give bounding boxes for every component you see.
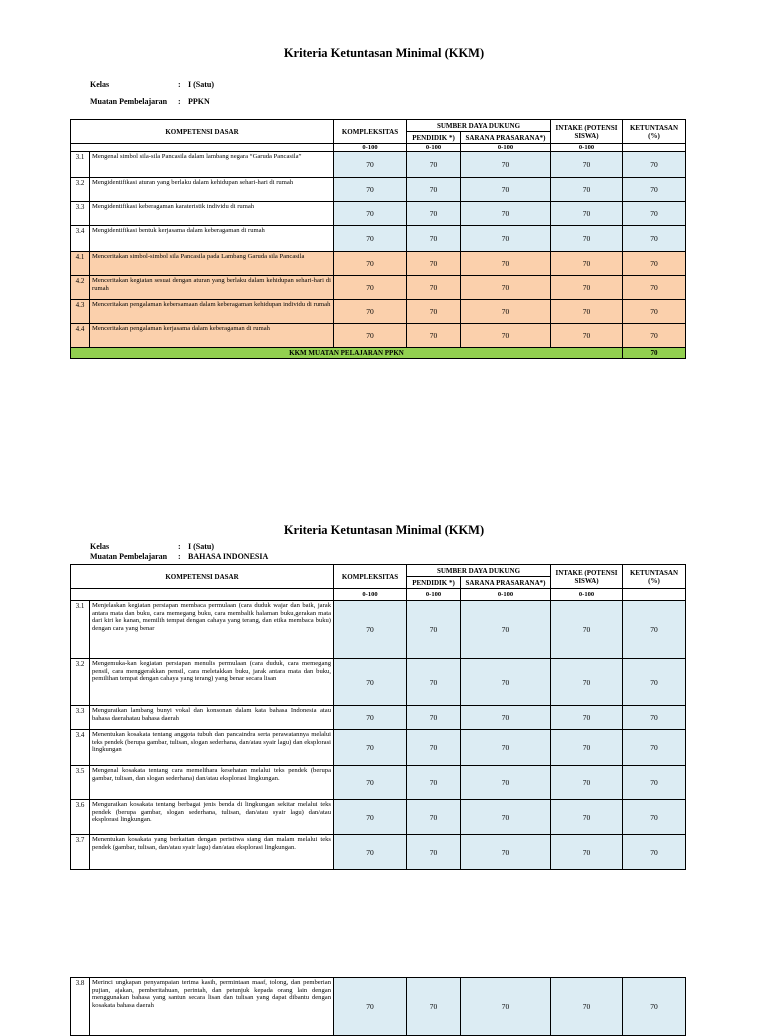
- kd-number: 4.4: [71, 324, 90, 348]
- value-pendidik: 70: [407, 706, 461, 730]
- kkm-table-ppkn: [70, 119, 686, 359]
- kd-number: 3.3: [71, 706, 90, 730]
- header-sumber-daya-dukung: SUMBER DAYA DUKUNG: [407, 565, 551, 577]
- value-ketuntasan: 70: [623, 659, 686, 706]
- kd-text: Mengidentifikasi bentuk kerjasama dalam keberagaman di rumah: [90, 226, 334, 252]
- value-pendidik: 70: [407, 601, 461, 659]
- value-sarana: 70: [461, 152, 551, 178]
- value-intake: 70: [551, 324, 623, 348]
- value-ketuntasan: 70: [623, 178, 686, 202]
- value-pendidik: 70: [407, 178, 461, 202]
- value-intake: 70: [551, 276, 623, 300]
- table-row: [71, 276, 686, 300]
- kelas-value: I (Satu): [188, 80, 215, 89]
- range-empty: [71, 144, 334, 152]
- table-row: [71, 706, 686, 730]
- value-pendidik: 70: [407, 835, 461, 870]
- kd-text: Menjelaskan kegiatan persiapan membaca permulaan (cara duduk wajar dan baik, jarak antara mata dan buku, cara memegang buku, cara membalik halaman buku,gerakan mata dari kiri ke kanan, memilih tempat dengan cahaya yang terang, dan etika membaca buku) dengan cara yang benar: [90, 601, 334, 659]
- value-kompleksitas: 70: [334, 152, 407, 178]
- value-sarana: 70: [461, 835, 551, 870]
- header-ketuntasan: KETUNTASAN (%): [623, 565, 686, 589]
- table-row: [71, 300, 686, 324]
- value-kompleksitas: 70: [334, 730, 407, 766]
- muatan-value: PPKN: [188, 97, 210, 106]
- kkm-summary-label: KKM MUATAN PELAJARAN PPKN: [71, 348, 623, 359]
- kd-number: 3.3: [71, 202, 90, 226]
- kd-text: Menceritakan kegiatan sesuai dengan aturan yang berlaku dalam kehidupan sehari-hari di rumah: [90, 276, 334, 300]
- kd-text: Menceritakan pengalaman kebersamaan dalam keberagaman kehidupan individu di rumah: [90, 300, 334, 324]
- value-ketuntasan: 70: [623, 706, 686, 730]
- kd-text: Mengemuka-kan kegiatan persiapan menulis permulaan (cara duduk, cara memegang pensil, cara menggerakkan pensil, cara meletakkan buku, jarak antara mata dan buku, pemilihan tempat dengan cahaya yang terang) yang benar secara lisan: [90, 659, 334, 706]
- kd-text: Mengenal simbol sila-sila Pancasila dalam lambang negara “Garuda Pancasila”: [90, 152, 334, 178]
- value-intake: 70: [551, 800, 623, 835]
- kd-text: Menceritakan simbol-simbol sila Pancasila pada Lambang Garuda sila Pancasila: [90, 252, 334, 276]
- value-sarana: 70: [461, 766, 551, 800]
- kelas-label: Kelas: [90, 80, 110, 89]
- header-intake: INTAKE (POTENSI SISWA): [551, 120, 623, 144]
- value-intake: 70: [551, 659, 623, 706]
- kd-number: 4.3: [71, 300, 90, 324]
- kd-number: 3.6: [71, 800, 90, 835]
- kelas-row: Kelas : I (Satu): [90, 542, 215, 551]
- value-pendidik: 70: [407, 730, 461, 766]
- muatan-value: BAHASA INDONESIA: [188, 552, 269, 561]
- value-pendidik: 70: [407, 766, 461, 800]
- value-sarana: 70: [461, 226, 551, 252]
- kkm-title-ppkn: Kriteria Ketuntasan Minimal (KKM): [283, 46, 485, 60]
- value-ketuntasan: 70: [623, 300, 686, 324]
- header-kompetensi-dasar: KOMPETENSI DASAR: [71, 565, 334, 589]
- kd-number: 3.5: [71, 766, 90, 800]
- kd-number: 3.2: [71, 659, 90, 706]
- value-kompleksitas: 70: [334, 252, 407, 276]
- kkm-table-continuation: [70, 977, 686, 1036]
- value-sarana: 70: [461, 800, 551, 835]
- kd-text: Merinci ungkapan penyampaian terima kasih, permintaan maaf, tolong, dan pemberian pujian, ajakan, pemberitahuan, perintah, dan petunjuk kepada orang lain dengan menggunakan bahasa yang santun secara lisan dan tulisan yang dapat dibantu dengan kosakata bahasa daerah: [90, 978, 334, 1036]
- value-sarana: 70: [461, 730, 551, 766]
- kd-text: Menceritakan pengalaman kerjasama dalam keberagaman di rumah: [90, 324, 334, 348]
- header-sumber-daya-dukung: SUMBER DAYA DUKUNG: [407, 120, 551, 132]
- value-kompleksitas: 70: [334, 766, 407, 800]
- range-pendidik: 0-100: [407, 144, 461, 152]
- header-ketuntasan: KETUNTASAN (%): [623, 120, 686, 144]
- value-intake: 70: [551, 706, 623, 730]
- value-kompleksitas: 70: [334, 226, 407, 252]
- value-kompleksitas: 70: [334, 835, 407, 870]
- value-ketuntasan: 70: [623, 730, 686, 766]
- table-row: [71, 178, 686, 202]
- value-pendidik: 70: [407, 202, 461, 226]
- kd-text: Mengenal kosakata tentang cara memelihara kesehatan melalui teks pendek (berupa gambar, tulisan, dan slogan sederhana) dan/atau eksplorasi lingkungan.: [90, 766, 334, 800]
- table-row: [71, 978, 686, 1036]
- value-sarana: 70: [461, 706, 551, 730]
- value-ketuntasan: 70: [623, 226, 686, 252]
- range-ketuntasan: [623, 144, 686, 152]
- value-sarana: 70: [461, 659, 551, 706]
- value-intake: 70: [551, 766, 623, 800]
- range-sarana: 0-100: [461, 144, 551, 152]
- range-pendidik: 0-100: [407, 589, 461, 601]
- kd-number: 3.2: [71, 178, 90, 202]
- kd-number: 3.8: [71, 978, 90, 1036]
- value-intake: 70: [551, 152, 623, 178]
- range-intake: 0-100: [551, 589, 623, 601]
- muatan-row: Muatan Pembelajaran : BAHASA INDONESIA: [90, 552, 269, 561]
- value-intake: 70: [551, 730, 623, 766]
- range-ketuntasan: [623, 589, 686, 601]
- value-kompleksitas: 70: [334, 324, 407, 348]
- kd-text: Menentukan kosakata tentang anggota tubuh dan pancaindra serta perawatannya melalui teks pendek (berupa gambar, tulisan, slogan sederhana, dan/atau syair lagu) dan eksplorasi lingkungan: [90, 730, 334, 766]
- value-intake: 70: [551, 978, 623, 1036]
- value-ketuntasan: 70: [623, 835, 686, 870]
- value-ketuntasan: 70: [623, 202, 686, 226]
- table-row: [71, 202, 686, 226]
- kkm-title-bahasa-indonesia: Kriteria Ketuntasan Minimal (KKM): [283, 523, 485, 537]
- value-ketuntasan: 70: [623, 766, 686, 800]
- range-intake: 0-100: [551, 144, 623, 152]
- kkm-summary-value: 70: [623, 348, 686, 359]
- header-sarana: SARANA PRASARANA*): [461, 132, 551, 144]
- value-pendidik: 70: [407, 978, 461, 1036]
- value-intake: 70: [551, 601, 623, 659]
- muatan-row: Muatan Pembelajaran : PPKN: [90, 97, 210, 106]
- header-pendidik: PENDIDIK *): [407, 132, 461, 144]
- kd-number: 3.7: [71, 835, 90, 870]
- value-intake: 70: [551, 252, 623, 276]
- kd-number: 3.4: [71, 226, 90, 252]
- value-kompleksitas: 70: [334, 659, 407, 706]
- range-kompleksitas: 0-100: [334, 589, 407, 601]
- header-sarana: SARANA PRASARANA*): [461, 577, 551, 589]
- value-pendidik: 70: [407, 152, 461, 178]
- value-kompleksitas: 70: [334, 300, 407, 324]
- table-row: [71, 800, 686, 835]
- value-sarana: 70: [461, 601, 551, 659]
- value-intake: 70: [551, 226, 623, 252]
- value-sarana: 70: [461, 276, 551, 300]
- range-empty: [71, 589, 334, 601]
- value-kompleksitas: 70: [334, 178, 407, 202]
- value-pendidik: 70: [407, 324, 461, 348]
- table-row: [71, 152, 686, 178]
- value-sarana: 70: [461, 324, 551, 348]
- header-intake: INTAKE (POTENSI SISWA): [551, 565, 623, 589]
- table-row: [71, 766, 686, 800]
- value-sarana: 70: [461, 202, 551, 226]
- value-pendidik: 70: [407, 252, 461, 276]
- table-row: [71, 601, 686, 659]
- value-intake: 70: [551, 202, 623, 226]
- value-pendidik: 70: [407, 226, 461, 252]
- kd-number: 3.1: [71, 601, 90, 659]
- value-pendidik: 70: [407, 276, 461, 300]
- kd-text: Menguraikan kosakata tentang berbagai jenis benda di lingkungan sekitar melalui teks pendek (berupa gambar, slogan sederhana, tulisan, dan/atau syair lagu) dan/atau eksplorasi lingkungan.: [90, 800, 334, 835]
- value-sarana: 70: [461, 978, 551, 1036]
- value-intake: 70: [551, 835, 623, 870]
- kelas-label: Kelas: [90, 542, 110, 551]
- value-kompleksitas: 70: [334, 706, 407, 730]
- range-sarana: 0-100: [461, 589, 551, 601]
- value-kompleksitas: 70: [334, 276, 407, 300]
- kd-text: Menguraikan lambang bunyi vokal dan konsonan dalam kata bahasa Indonesia atau bahasa daerahatau bahasa daerah: [90, 706, 334, 730]
- header-kompleksitas: KOMPLEKSITAS: [334, 120, 407, 144]
- value-pendidik: 70: [407, 659, 461, 706]
- table-row: [71, 226, 686, 252]
- table-row: [71, 835, 686, 870]
- kelas-value: I (Satu): [188, 542, 215, 551]
- value-ketuntasan: 70: [623, 152, 686, 178]
- value-pendidik: 70: [407, 300, 461, 324]
- value-sarana: 70: [461, 252, 551, 276]
- value-ketuntasan: 70: [623, 978, 686, 1036]
- value-kompleksitas: 70: [334, 978, 407, 1036]
- value-intake: 70: [551, 300, 623, 324]
- kd-number: 4.2: [71, 276, 90, 300]
- muatan-label: Muatan Pembelajaran: [90, 552, 168, 561]
- kd-text: Menentukan kosakata yang berkaitan dengan peristiwa siang dan malam melalui teks pendek (gambar, tulisan, dan/atau syair lagu) dan/atau eksplorasi lingkungan.: [90, 835, 334, 870]
- table-row: [71, 252, 686, 276]
- value-ketuntasan: 70: [623, 601, 686, 659]
- value-kompleksitas: 70: [334, 202, 407, 226]
- kd-number: 3.4: [71, 730, 90, 766]
- range-kompleksitas: 0-100: [334, 144, 407, 152]
- value-pendidik: 70: [407, 800, 461, 835]
- table-row: [71, 324, 686, 348]
- muatan-label: Muatan Pembelajaran: [90, 97, 168, 106]
- kkm-table-bahasa-indonesia: [70, 564, 686, 870]
- value-ketuntasan: 70: [623, 276, 686, 300]
- kkm-summary-row: [71, 348, 686, 359]
- kd-text: Mengidentifikasi aturan yang berlaku dalam kehidupan sehari-hari di rumah: [90, 178, 334, 202]
- value-sarana: 70: [461, 178, 551, 202]
- value-ketuntasan: 70: [623, 324, 686, 348]
- header-kompetensi-dasar: KOMPETENSI DASAR: [71, 120, 334, 144]
- value-kompleksitas: 70: [334, 601, 407, 659]
- value-ketuntasan: 70: [623, 252, 686, 276]
- value-sarana: 70: [461, 300, 551, 324]
- kd-number: 3.1: [71, 152, 90, 178]
- table-row: [71, 730, 686, 766]
- header-kompleksitas: KOMPLEKSITAS: [334, 565, 407, 589]
- header-pendidik: PENDIDIK *): [407, 577, 461, 589]
- kelas-row: Kelas : I (Satu): [90, 80, 215, 89]
- value-intake: 70: [551, 178, 623, 202]
- value-kompleksitas: 70: [334, 800, 407, 835]
- kd-number: 4.1: [71, 252, 90, 276]
- table-row: [71, 659, 686, 706]
- value-ketuntasan: 70: [623, 800, 686, 835]
- kd-text: Mengidentifikasi keberagaman karateristik individu di rumah: [90, 202, 334, 226]
